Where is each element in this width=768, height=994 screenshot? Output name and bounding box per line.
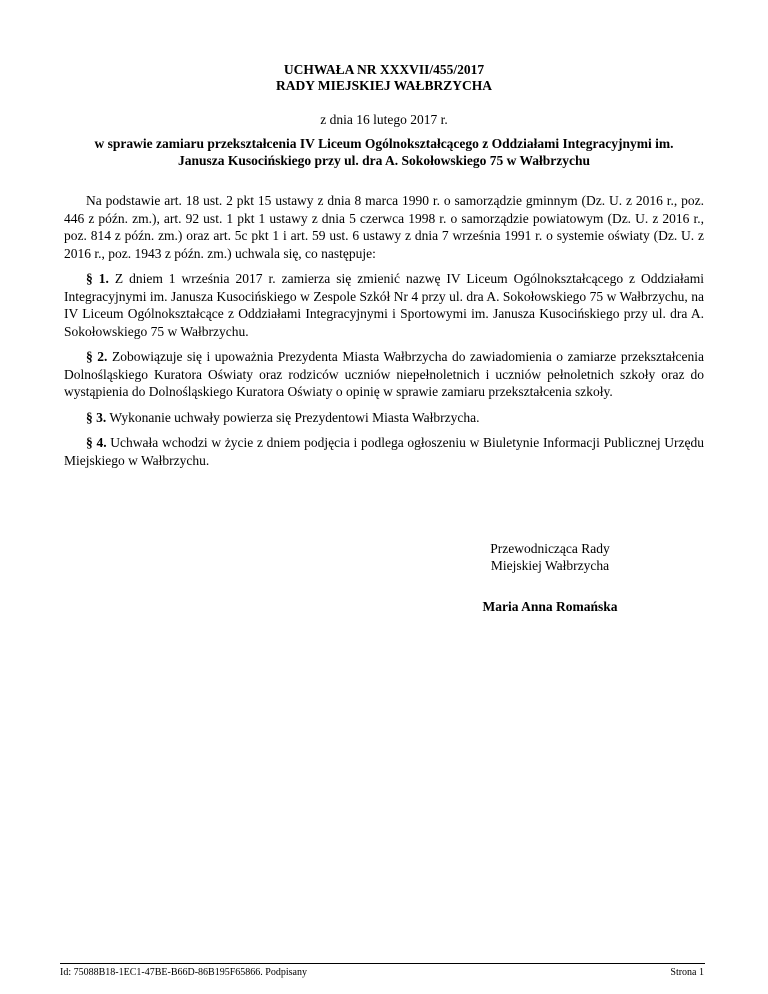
title-line-1: UCHWAŁA NR XXXVII/455/2017: [283, 62, 485, 77]
footer-page-number: Strona 1: [670, 967, 704, 978]
section-number: § 3.: [86, 409, 107, 425]
section-number: § 2.: [86, 349, 108, 364]
resolution-subject: w sprawie zamiaru przekształcenia IV Liceum Ogólnokształcącego z Oddziałami Integracyjnymi im. Janusza Kusocińskiego przy ul. dra A. Sokołowskiego 75 w Wałbrzychu: [94, 136, 674, 168]
section-1: [64, 270, 704, 340]
section-4: [64, 434, 704, 469]
footer-divider: [60, 963, 705, 964]
resolution-title: [0, 62, 768, 94]
section-number: § 1.: [86, 271, 109, 286]
preamble: Na podstawie art. 18 ust. 2 pkt 15 ustawy z dnia 8 marca 1990 r. o samorządzie gminnym (Dz. U. z 2016 r., poz. 446 z późn. zm.), art. 92 ust. 1 pkt 1 ustawy z dnia 5 czerwca 1998 r. o samorządzie powiatowym (Dz. U. z 2016 r., poz. 814 z późn. zm.) oraz art. 5c pkt 1 i art. 59 ust. 6 ustawy z dnia 7 września 1991 r. o systemie oświaty (Dz. U. z 2016 r., poz. 1943 z późn. zm.) uchwala się, co następuje:: [64, 193, 704, 261]
section-text: Z dniem 1 września 2017 r. zamierza się zmienić nazwę IV Liceum Ogólnokształcącego z Oddziałami Integracyjnymi im. Janusza Kusocińskiego w Zespole Szkół Nr 4 przy ul. dra A. Sokołowskiego 75 w Wałbrzychu, na IV Liceum Ogólnokształcące z Oddziałami Integracyjnymi i Sportowymi im. Janusza Kusocińskiego przy ul. dra A. Sokołowskiego 75 w Wałbrzychu.: [64, 271, 705, 339]
resolution-body: [64, 192, 704, 477]
title-line-2: RADY MIEJSKIEJ WAŁBRZYCHA: [275, 78, 493, 93]
section-2: [64, 348, 704, 401]
footer-document-id: Id: 75088B18-1EC1-47BE-B66D-86B195F65866. Podpisany: [60, 967, 307, 978]
resolution-date: z dnia 16 lutego 2017 r.: [320, 112, 448, 127]
section-number: § 4.: [86, 435, 107, 450]
signature-role: [470, 540, 630, 574]
section-text: Zobowiązuje się i upoważnia Prezydenta Miasta Wałbrzycha do zawiadomienia o zamiarze przekształcenia Dolnośląskiego Kuratora Oświaty oraz rodziców uczniów niepełnoletnich i uczniów pełnoletnich szkoły oraz do wystąpienia do Dolnośląskiego Kuratora Oświaty o opinię w sprawie zamiaru przekształcenia szkoły.: [64, 349, 705, 399]
section-text: Wykonanie uchwały powierza się Prezydentowi Miasta Wałbrzycha.: [109, 409, 480, 425]
signature-role-line-2: Miejskiej Wałbrzycha: [490, 558, 610, 573]
signature-role-line-1: Przewodnicząca Rady: [490, 541, 610, 556]
signature-name: Maria Anna Romańska: [482, 599, 618, 614]
section-text: Uchwała wchodzi w życie z dniem podjęcia i podlega ogłoszeniu w Biuletynie Informacji Publicznej Urzędu Miejskiego w Wałbrzychu.: [64, 435, 705, 468]
section-3: [64, 409, 704, 427]
